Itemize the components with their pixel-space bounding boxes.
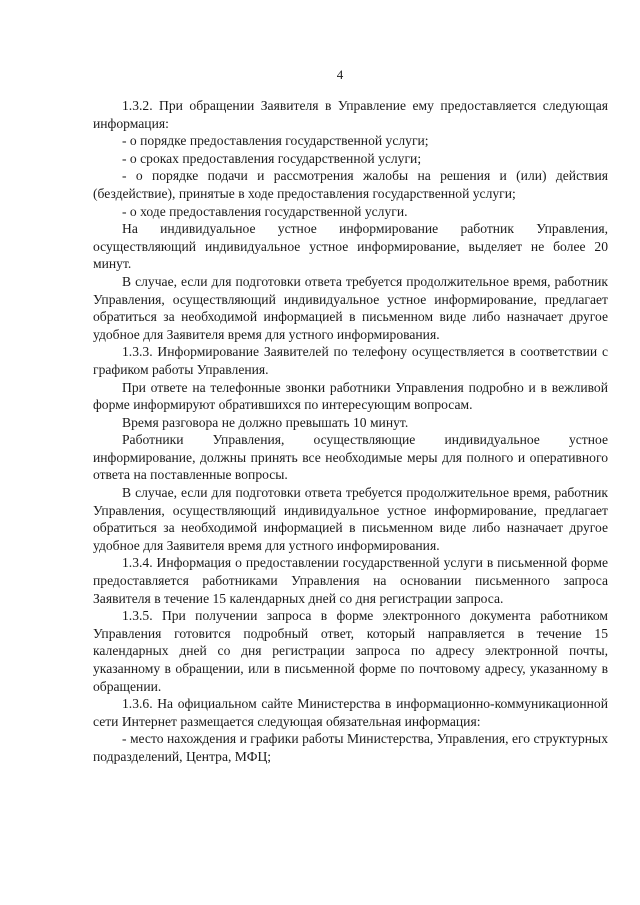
list-item-procedure: - о порядке предоставления государственной услуги;: [122, 133, 429, 149]
list-item-terms: - о сроках предоставления государственной услуги;: [122, 150, 422, 166]
paragraph-call-duration: Время разговора не должно превышать 10 минут.: [122, 414, 409, 430]
list-item-progress: - о ходе предоставления государственной услуги.: [122, 203, 408, 219]
list-item-locations: - место нахождения и графики работы Министерства, Управления, его структурных подразделений, Центра, МФЦ;: [93, 731, 608, 764]
paragraph-oral-info-time: На индивидуальное устное информирование работник Управления, осуществляющий индивидуальное устное информирование, выделяет не более 20 минут.: [93, 221, 608, 272]
paragraph-1-3-6: 1.3.6. На официальном сайте Министерства в информационно-коммуникационной сети Интернет размещается следующая обязательная информация:: [93, 696, 608, 729]
paragraph-long-answer-repeat: В случае, если для подготовки ответа требуется продолжительное время, работник Управления, осуществляющий индивидуальное устное информирование, предлагает обратиться за необходимой информацией в письменном виде либо назначает другое удобное для Заявителя время для устного информирования.: [93, 485, 608, 553]
list-item-complaints: - о порядке подачи и рассмотрения жалобы на решения и (или) действия (бездействие), принятые в ходе предоставления государственной услуги;: [93, 168, 608, 201]
body-text: [93, 97, 608, 766]
paragraph-1-3-3: 1.3.3. Информирование Заявителей по телефону осуществляется в соответствии с графиком работы Управления.: [93, 344, 608, 377]
paragraph-phone-answer: При ответе на телефонные звонки работники Управления подробно и в вежливой форме информируют обратившихся по интересующим вопросам.: [93, 379, 608, 413]
paragraph-1-3-4: 1.3.4. Информация о предоставлении государственной услуги в письменной форме предоставляется работниками Управления на основании письменного запроса Заявителя в течение 15 календарных дней со дня регистрации запроса.: [93, 555, 608, 606]
page-number: 4: [336, 67, 344, 82]
paragraph-1-3-2: 1.3.2. При обращении Заявителя в Управление ему предоставляется следующая информация:: [93, 98, 608, 131]
paragraph-long-answer: В случае, если для подготовки ответа требуется продолжительное время, работник Управления, осуществляющий индивидуальное устное информирование, предлагает обратиться за необходимой информацией в письменном виде либо назначает другое удобное для Заявителя время для устного информирования.: [93, 273, 608, 342]
paragraph-workers-measures: Работники Управления, осуществляющие индивидуальное устное информирование, должны принять все необходимые меры для полного и оперативного ответа на поставленные вопросы.: [93, 432, 608, 483]
paragraph-1-3-5: 1.3.5. При получении запроса в форме электронного документа работником Управления готовится подробный ответ, который направляется в течение 15 календарных дней со дня регистрации запроса по адресу электронной почты, указанному в обращении, или в письменной форме по почтовому адресу, указанному в обращении.: [93, 608, 608, 694]
